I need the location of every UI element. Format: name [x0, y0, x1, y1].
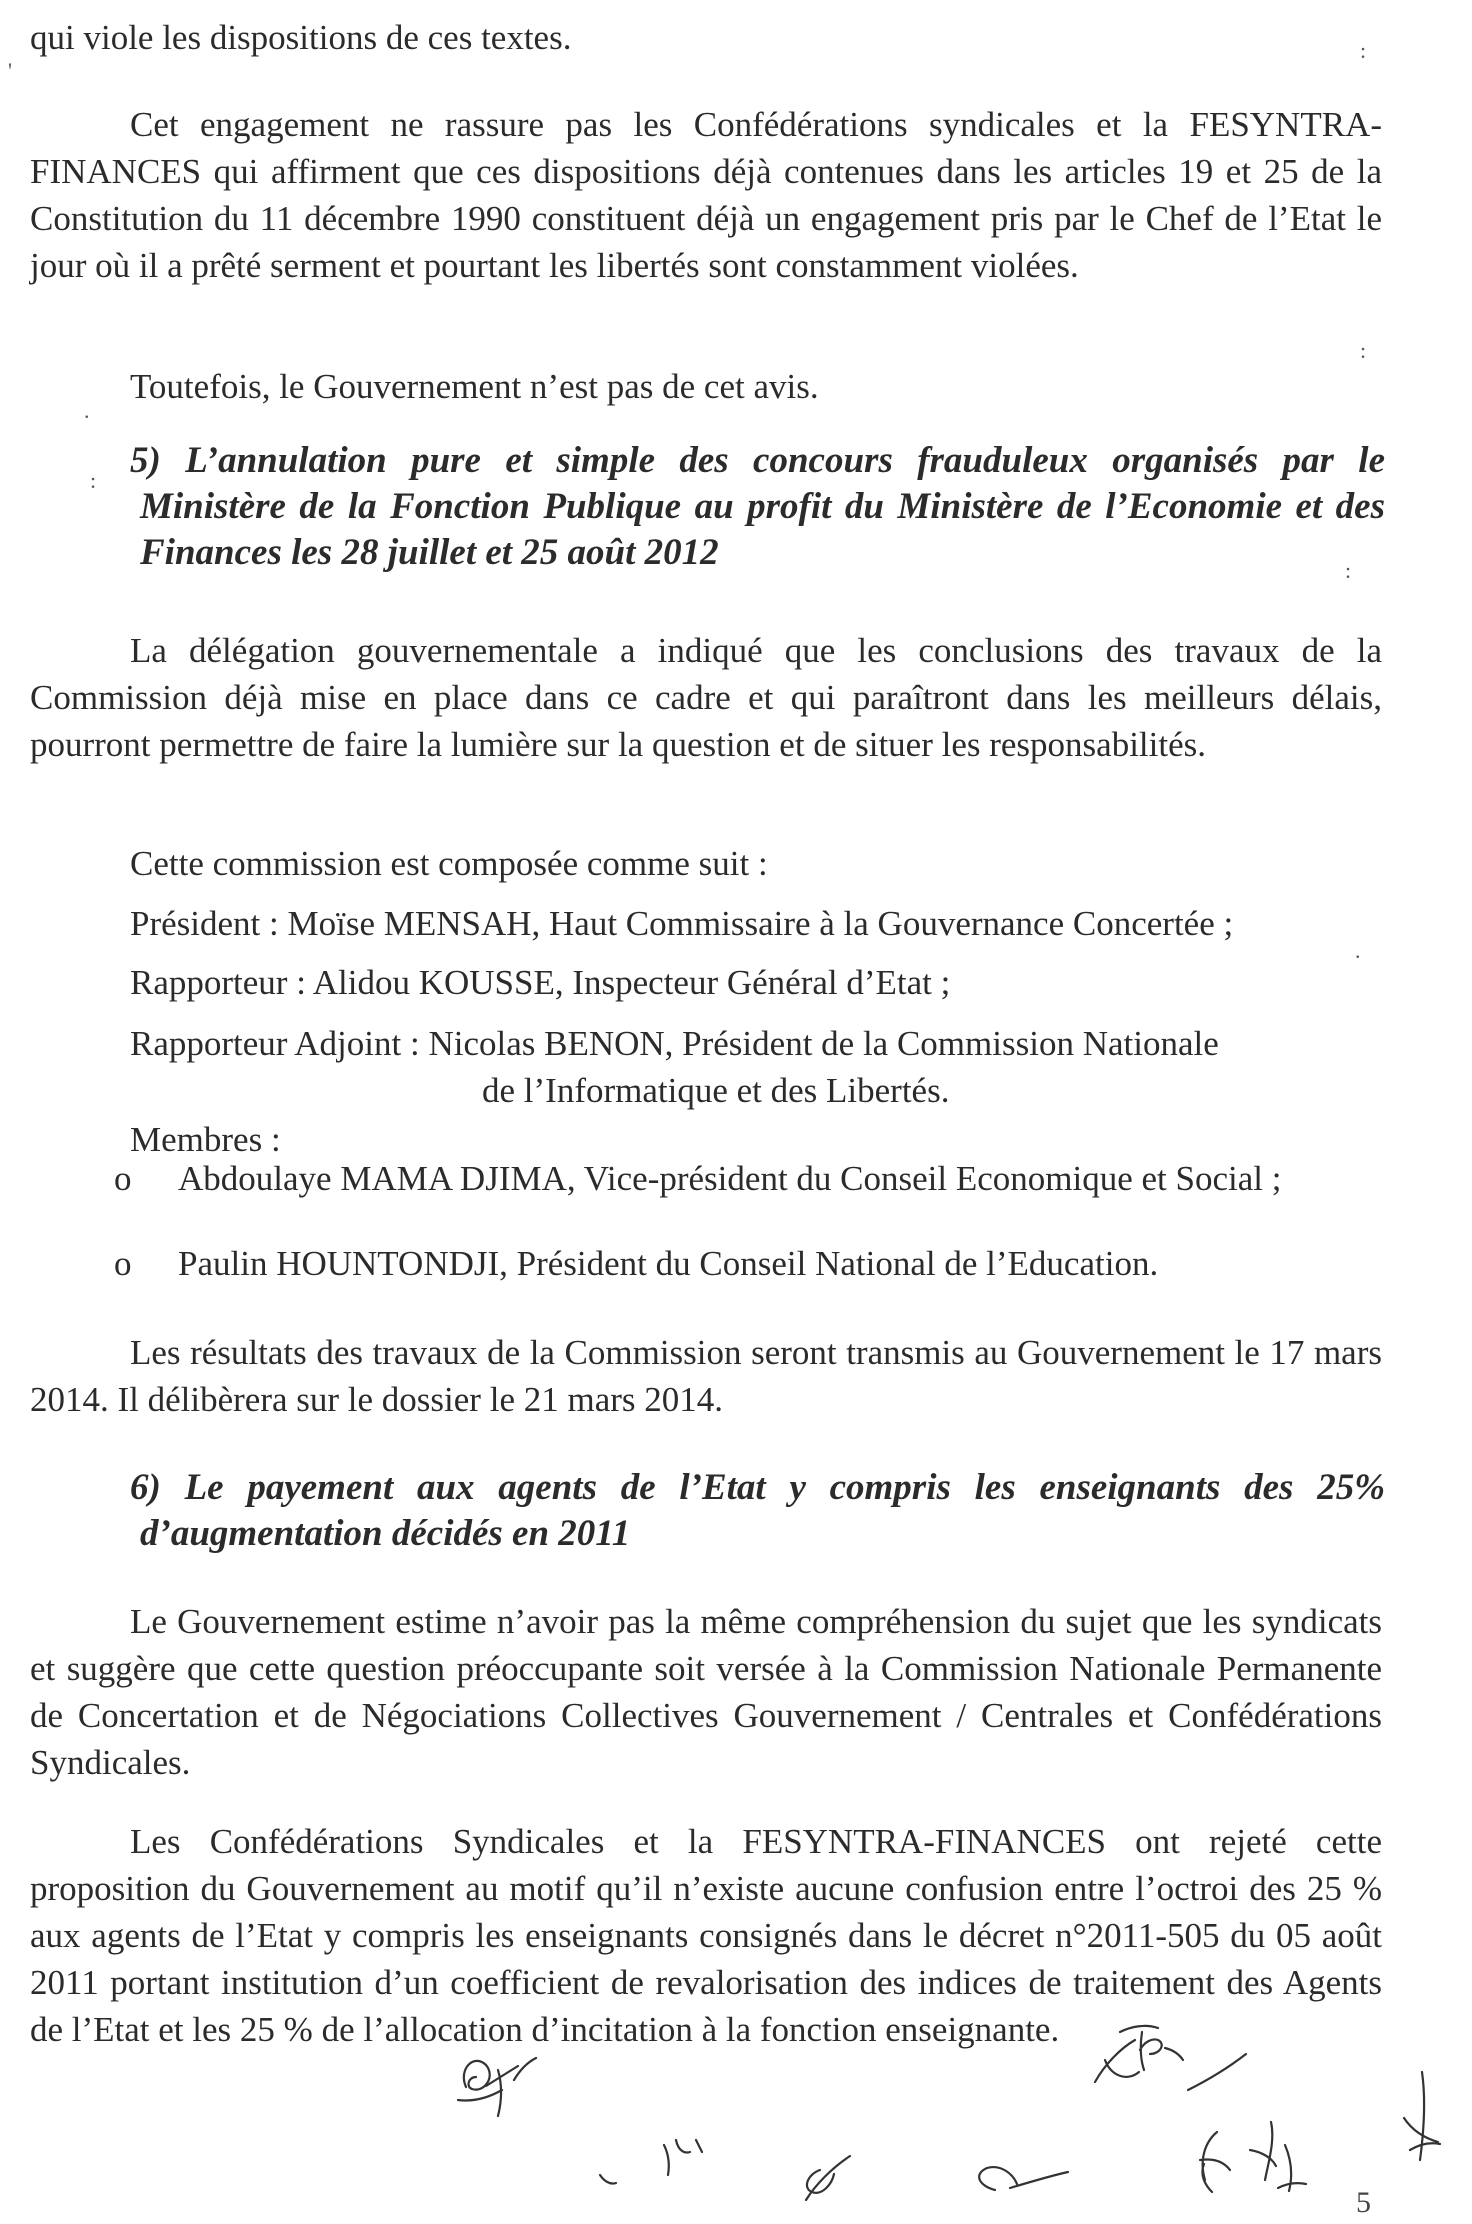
commission-rapporteur: Rapporteur : Alidou KOUSSE, Inspecteur Général d’Etat ;: [130, 963, 951, 1002]
scan-speck: ': [8, 58, 12, 83]
initials-mark-left: [458, 2058, 536, 2116]
paragraph-engagement: Cet engagement ne rassure pas les Confédérations syndicales et la FESYNTRA-FINANCES qui affirment que ces dispositions déjà contenues dans les articles 19 et 25 de la Constitution du 11 décembre 1990 constituent déjà un engagement pris par le Chef de l’Etat le jour où il a prêté serment et pourtant les libertés sont constamment violées.: [30, 105, 1382, 285]
paragraph-resultats: Les résultats des travaux de la Commission seront transmis au Gouvernement le 17 mars 2014. Il délibèrera sur le dossier le 21 mars 2014.: [30, 1333, 1382, 1419]
paragraph-intro-end: qui viole les dispositions de ces textes.: [30, 18, 572, 57]
section-5-title: L’annulation pure et simple des concours frauduleux organisés par le Ministère de la Fonction Publique au profit du Ministère de l’Economie et des Finances les 28 juillet et 25 août 2012: [140, 440, 1385, 573]
paragraph-commission: Cette commission est composée comme suit :: [130, 844, 768, 883]
paragraph-confederations: Les Confédérations Syndicales et la FESYNTRA-FINANCES ont rejeté cette proposition du Gouvernement au motif qu’il n’existe aucune confusion entre l’octroi des 25 % aux agents de l’Etat y compris les enseignants consignés dans le décret n°2011-505 du 05 août 2011 portant institution d’un coefficient de revalorisation des indices de traitement des Agents de l’Etat et les 25 % de l’allocation d’incitation à la fonction enseignante.: [30, 1822, 1382, 2049]
section-6-number: 6): [130, 1467, 161, 1508]
scribble-marks-bottom: [600, 2054, 1440, 2200]
member-text: Paulin HOUNTONDJI, Président du Conseil National de l’Education.: [178, 1244, 1159, 1283]
page-number: 5: [1356, 2186, 1371, 2219]
section-6-title: Le payement aux agents de l’Etat y compris les enseignants des 25% d’augmentation décidés en 2011: [140, 1467, 1386, 1554]
commission-rapporteur-adjoint-continued: de l’Informatique et des Libertés.: [482, 1071, 950, 1110]
scan-speck: :: [1360, 38, 1367, 63]
scan-speck: :: [90, 468, 97, 493]
commission-rapporteur-adjoint: Rapporteur Adjoint : Nicolas BENON, Président de la Commission Nationale: [130, 1024, 1219, 1063]
scan-speck: .: [1355, 938, 1361, 963]
section-5-number: 5): [130, 440, 161, 481]
member-text: Abdoulaye MAMA DJIMA, Vice-président du Conseil Economique et Social ;: [178, 1159, 1282, 1198]
scan-speck: :: [1345, 558, 1352, 583]
paragraph-gouvernement: Le Gouvernement estime n’avoir pas la même compréhension du sujet que les syndicats et suggère que cette question préoccupante soit versée à la Commission Nationale Permanente de Concertation et de Négociations Collectives Gouvernement / Centrales et Confédérations Syndicales.: [30, 1602, 1382, 1782]
bullet-icon: o: [114, 1244, 132, 1283]
scan-speck: :: [1360, 338, 1367, 363]
paragraph-toutefois: Toutefois, le Gouvernement n’est pas de cet avis.: [130, 367, 819, 406]
initials-mark-right: [1095, 2026, 1183, 2082]
commission-president: Président : Moïse MENSAH, Haut Commissaire à la Gouvernance Concertée ;: [130, 904, 1234, 943]
commission-membres-label: Membres :: [130, 1120, 281, 1159]
scan-speck: .: [84, 398, 90, 423]
paragraph-delegation: La délégation gouvernementale a indiqué que les conclusions des travaux de la Commission déjà mise en place dans ce cadre et qui paraîtront dans les meilleurs délais, pourront permettre de faire la lumière sur la question et de situer les responsabilités.: [30, 631, 1382, 764]
bullet-icon: o: [114, 1159, 132, 1198]
